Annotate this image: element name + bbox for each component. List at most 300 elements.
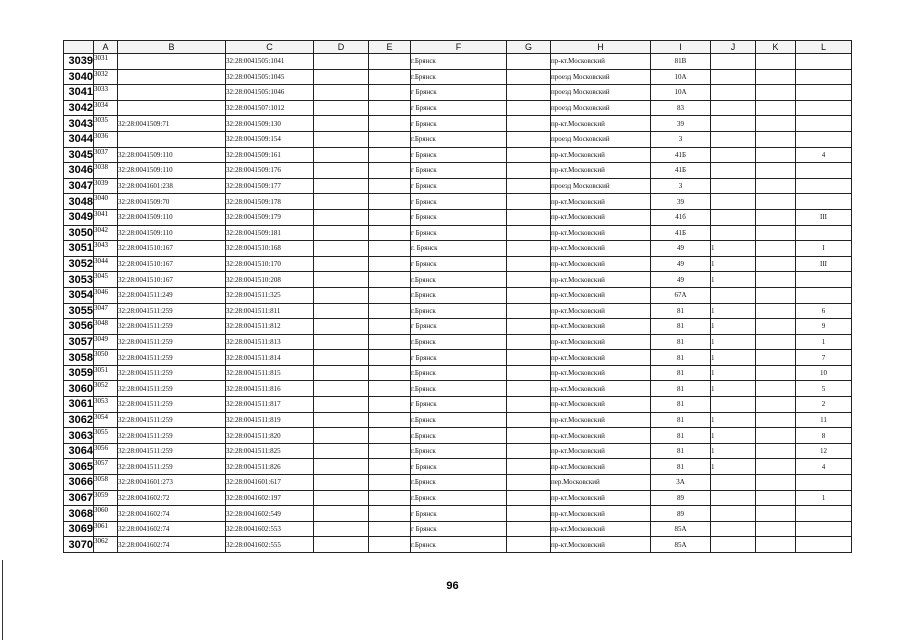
cell-f[interactable]: г.Брянск	[411, 272, 507, 288]
cell-g[interactable]	[507, 54, 551, 70]
cell-c[interactable]: 32:28:0041509:179	[226, 209, 314, 225]
cell-b[interactable]: 32:28:0041510:167	[118, 272, 226, 288]
cell-l[interactable]: III	[796, 209, 852, 225]
cell-j[interactable]: 1	[711, 334, 756, 350]
cell-k[interactable]	[756, 272, 796, 288]
cell-h[interactable]: пр-кт.Московский	[551, 241, 651, 257]
cell-k[interactable]	[756, 490, 796, 506]
cell-b[interactable]: 32:28:0041602:74	[118, 506, 226, 522]
cell-j[interactable]	[711, 209, 756, 225]
cell-j[interactable]: 1	[711, 319, 756, 335]
cell-c[interactable]: 32:28:0041511:813	[226, 334, 314, 350]
cell-l[interactable]: III	[796, 256, 852, 272]
cell-l[interactable]	[796, 287, 852, 303]
cell-k[interactable]	[756, 475, 796, 491]
cell-e[interactable]	[369, 412, 411, 428]
cell-g[interactable]	[507, 350, 551, 366]
cell-a[interactable]: 3044	[94, 256, 118, 272]
row-number[interactable]: 3040	[64, 69, 94, 85]
cell-b[interactable]: 32:28:0041511:259	[118, 428, 226, 444]
column-header-e[interactable]: E	[369, 41, 411, 54]
cell-b[interactable]	[118, 85, 226, 101]
cell-i[interactable]: 41Б	[651, 163, 711, 179]
cell-l[interactable]: 4	[796, 459, 852, 475]
cell-h[interactable]: пр-кт.Московский	[551, 490, 651, 506]
cell-i[interactable]: 3А	[651, 475, 711, 491]
cell-c[interactable]: 32:28:0041505:1046	[226, 85, 314, 101]
cell-e[interactable]	[369, 428, 411, 444]
row-number[interactable]: 3041	[64, 85, 94, 101]
cell-c[interactable]: 32:28:0041511:826	[226, 459, 314, 475]
cell-g[interactable]	[507, 319, 551, 335]
cell-h[interactable]: пр-кт.Московский	[551, 209, 651, 225]
cell-c[interactable]: 32:28:0041509:161	[226, 147, 314, 163]
cell-b[interactable]: 32:28:0041511:259	[118, 350, 226, 366]
row-number[interactable]: 3053	[64, 272, 94, 288]
cell-b[interactable]: 32:28:0041602:72	[118, 490, 226, 506]
cell-d[interactable]	[314, 287, 369, 303]
cell-j[interactable]	[711, 178, 756, 194]
cell-l[interactable]: 1	[796, 490, 852, 506]
cell-a[interactable]: 3046	[94, 287, 118, 303]
row-number[interactable]: 3052	[64, 256, 94, 272]
cell-d[interactable]	[314, 163, 369, 179]
cell-f[interactable]: г Брянск	[411, 163, 507, 179]
cell-c[interactable]: 32:28:0041511:811	[226, 303, 314, 319]
cell-i[interactable]: 81	[651, 443, 711, 459]
cell-a[interactable]: 3059	[94, 490, 118, 506]
cell-f[interactable]: г Брянск	[411, 209, 507, 225]
cell-j[interactable]	[711, 521, 756, 537]
cell-h[interactable]: проезд Московский	[551, 69, 651, 85]
cell-g[interactable]	[507, 537, 551, 553]
cell-l[interactable]	[796, 475, 852, 491]
cell-b[interactable]: 32:28:0041511:259	[118, 319, 226, 335]
cell-c[interactable]: 32:28:0041509:177	[226, 178, 314, 194]
cell-c[interactable]: 32:28:0041509:154	[226, 131, 314, 147]
cell-k[interactable]	[756, 381, 796, 397]
cell-h[interactable]: пр-кт.Московский	[551, 334, 651, 350]
cell-f[interactable]: г Брянск	[411, 256, 507, 272]
cell-h[interactable]: пр-кт.Московский	[551, 521, 651, 537]
cell-d[interactable]	[314, 194, 369, 210]
cell-c[interactable]: 32:28:0041602:549	[226, 506, 314, 522]
cell-k[interactable]	[756, 54, 796, 70]
cell-h[interactable]: пр-кт.Московский	[551, 287, 651, 303]
cell-e[interactable]	[369, 85, 411, 101]
column-header-c[interactable]: C	[226, 41, 314, 54]
cell-c[interactable]: 32:28:0041511:816	[226, 381, 314, 397]
cell-e[interactable]	[369, 100, 411, 116]
cell-c[interactable]: 32:28:0041510:208	[226, 272, 314, 288]
row-number[interactable]: 3051	[64, 241, 94, 257]
cell-g[interactable]	[507, 194, 551, 210]
cell-c[interactable]: 32:28:0041511:817	[226, 397, 314, 413]
cell-g[interactable]	[507, 225, 551, 241]
cell-l[interactable]	[796, 225, 852, 241]
cell-k[interactable]	[756, 537, 796, 553]
cell-a[interactable]: 3052	[94, 381, 118, 397]
cell-k[interactable]	[756, 178, 796, 194]
cell-c[interactable]: 32:28:0041602:197	[226, 490, 314, 506]
cell-b[interactable]: 32:28:0041510:167	[118, 256, 226, 272]
cell-i[interactable]: 85А	[651, 537, 711, 553]
cell-b[interactable]: 32:28:0041509:70	[118, 194, 226, 210]
cell-j[interactable]: 1	[711, 412, 756, 428]
cell-f[interactable]: г.Брянск	[411, 443, 507, 459]
cell-f[interactable]: г.Брянск	[411, 131, 507, 147]
cell-j[interactable]: 1	[711, 303, 756, 319]
cell-d[interactable]	[314, 241, 369, 257]
cell-a[interactable]: 3041	[94, 209, 118, 225]
cell-i[interactable]: 49	[651, 241, 711, 257]
cell-d[interactable]	[314, 69, 369, 85]
cell-e[interactable]	[369, 194, 411, 210]
cell-l[interactable]	[796, 537, 852, 553]
cell-e[interactable]	[369, 319, 411, 335]
cell-e[interactable]	[369, 490, 411, 506]
cell-f[interactable]: г Брянск	[411, 147, 507, 163]
cell-d[interactable]	[314, 54, 369, 70]
cell-c[interactable]: 32:28:0041601:617	[226, 475, 314, 491]
cell-d[interactable]	[314, 147, 369, 163]
cell-f[interactable]: г Брянск	[411, 521, 507, 537]
cell-a[interactable]: 3033	[94, 85, 118, 101]
cell-h[interactable]: пр-кт.Московский	[551, 54, 651, 70]
cell-g[interactable]	[507, 381, 551, 397]
cell-k[interactable]	[756, 147, 796, 163]
cell-l[interactable]: 2	[796, 397, 852, 413]
cell-j[interactable]	[711, 506, 756, 522]
cell-k[interactable]	[756, 116, 796, 132]
row-number[interactable]: 3042	[64, 100, 94, 116]
cell-j[interactable]: 1	[711, 241, 756, 257]
cell-b[interactable]: 32:28:0041509:71	[118, 116, 226, 132]
cell-g[interactable]	[507, 443, 551, 459]
cell-e[interactable]	[369, 506, 411, 522]
cell-j[interactable]	[711, 397, 756, 413]
cell-h[interactable]: проезд Московский	[551, 100, 651, 116]
cell-l[interactable]: 6	[796, 303, 852, 319]
cell-c[interactable]: 32:28:0041511:815	[226, 365, 314, 381]
row-number[interactable]: 3046	[64, 163, 94, 179]
cell-i[interactable]: 85А	[651, 521, 711, 537]
cell-f[interactable]: г.Брянск	[411, 475, 507, 491]
cell-c[interactable]: 32:28:0041509:178	[226, 194, 314, 210]
cell-c[interactable]: 32:28:0041602:555	[226, 537, 314, 553]
column-header-i[interactable]: I	[651, 41, 711, 54]
cell-a[interactable]: 3036	[94, 131, 118, 147]
cell-f[interactable]: г Брянск	[411, 100, 507, 116]
cell-c[interactable]: 32:28:0041509:176	[226, 163, 314, 179]
cell-j[interactable]	[711, 69, 756, 85]
cell-l[interactable]: 7	[796, 350, 852, 366]
cell-c[interactable]: 32:28:0041511:825	[226, 443, 314, 459]
cell-i[interactable]: 81	[651, 303, 711, 319]
cell-i[interactable]: 89	[651, 506, 711, 522]
cell-a[interactable]: 3035	[94, 116, 118, 132]
cell-g[interactable]	[507, 303, 551, 319]
cell-e[interactable]	[369, 225, 411, 241]
cell-k[interactable]	[756, 319, 796, 335]
cell-c[interactable]: 32:28:0041510:170	[226, 256, 314, 272]
cell-a[interactable]: 3034	[94, 100, 118, 116]
cell-f[interactable]: г Брянск	[411, 85, 507, 101]
cell-e[interactable]	[369, 241, 411, 257]
cell-j[interactable]	[711, 54, 756, 70]
cell-k[interactable]	[756, 521, 796, 537]
cell-l[interactable]: 5	[796, 381, 852, 397]
cell-b[interactable]: 32:28:0041601:238	[118, 178, 226, 194]
cell-l[interactable]	[796, 506, 852, 522]
cell-g[interactable]	[507, 147, 551, 163]
cell-d[interactable]	[314, 428, 369, 444]
cell-g[interactable]	[507, 490, 551, 506]
cell-l[interactable]	[796, 194, 852, 210]
cell-j[interactable]: 1	[711, 365, 756, 381]
cell-g[interactable]	[507, 428, 551, 444]
cell-j[interactable]: 1	[711, 381, 756, 397]
cell-a[interactable]: 3053	[94, 397, 118, 413]
cell-b[interactable]: 32:28:0041602:74	[118, 521, 226, 537]
row-number[interactable]: 3065	[64, 459, 94, 475]
cell-c[interactable]: 32:28:0041511:820	[226, 428, 314, 444]
cell-j[interactable]	[711, 163, 756, 179]
cell-e[interactable]	[369, 287, 411, 303]
cell-i[interactable]: 81	[651, 428, 711, 444]
cell-h[interactable]: пр-кт.Московский	[551, 459, 651, 475]
cell-i[interactable]: 89	[651, 490, 711, 506]
cell-g[interactable]	[507, 256, 551, 272]
column-header-f[interactable]: F	[411, 41, 507, 54]
cell-h[interactable]: пр-кт.Московский	[551, 381, 651, 397]
cell-i[interactable]: 10А	[651, 85, 711, 101]
cell-l[interactable]: 4	[796, 147, 852, 163]
cell-g[interactable]	[507, 209, 551, 225]
cell-k[interactable]	[756, 412, 796, 428]
cell-g[interactable]	[507, 459, 551, 475]
cell-i[interactable]: 3	[651, 131, 711, 147]
cell-d[interactable]	[314, 100, 369, 116]
cell-k[interactable]	[756, 225, 796, 241]
cell-e[interactable]	[369, 69, 411, 85]
cell-a[interactable]: 3062	[94, 537, 118, 553]
cell-j[interactable]: 1	[711, 256, 756, 272]
cell-h[interactable]: пр-кт.Московский	[551, 443, 651, 459]
cell-l[interactable]: I	[796, 241, 852, 257]
cell-h[interactable]: пр-кт.Московский	[551, 412, 651, 428]
cell-j[interactable]	[711, 490, 756, 506]
cell-b[interactable]: 32:28:0041602:74	[118, 537, 226, 553]
cell-l[interactable]	[796, 521, 852, 537]
cell-f[interactable]: г Брянск	[411, 225, 507, 241]
cell-k[interactable]	[756, 506, 796, 522]
cell-e[interactable]	[369, 537, 411, 553]
cell-g[interactable]	[507, 365, 551, 381]
cell-g[interactable]	[507, 241, 551, 257]
cell-j[interactable]: 1	[711, 428, 756, 444]
cell-j[interactable]	[711, 147, 756, 163]
cell-h[interactable]: пр-кт.Московский	[551, 397, 651, 413]
cell-b[interactable]: 32:28:0041511:259	[118, 459, 226, 475]
cell-e[interactable]	[369, 163, 411, 179]
row-number[interactable]: 3062	[64, 412, 94, 428]
cell-f[interactable]: г.Брянск	[411, 412, 507, 428]
cell-j[interactable]: 1	[711, 443, 756, 459]
row-number[interactable]: 3061	[64, 397, 94, 413]
cell-c[interactable]: 32:28:0041511:819	[226, 412, 314, 428]
cell-d[interactable]	[314, 131, 369, 147]
cell-f[interactable]: г Брянск	[411, 194, 507, 210]
cell-j[interactable]	[711, 100, 756, 116]
cell-h[interactable]: проезд Московский	[551, 178, 651, 194]
cell-d[interactable]	[314, 225, 369, 241]
cell-b[interactable]: 32:28:0041601:273	[118, 475, 226, 491]
cell-d[interactable]	[314, 334, 369, 350]
cell-l[interactable]	[796, 272, 852, 288]
cell-k[interactable]	[756, 163, 796, 179]
cell-e[interactable]	[369, 350, 411, 366]
cell-c[interactable]: 32:28:0041511:325	[226, 287, 314, 303]
cell-h[interactable]: проезд Московский	[551, 131, 651, 147]
cell-i[interactable]: 81	[651, 350, 711, 366]
cell-d[interactable]	[314, 272, 369, 288]
cell-c[interactable]: 32:28:0041602:553	[226, 521, 314, 537]
cell-l[interactable]: 12	[796, 443, 852, 459]
cell-e[interactable]	[369, 334, 411, 350]
cell-b[interactable]: 32:28:0041511:259	[118, 397, 226, 413]
cell-e[interactable]	[369, 303, 411, 319]
cell-a[interactable]: 3040	[94, 194, 118, 210]
cell-f[interactable]: г.Брянск	[411, 334, 507, 350]
cell-e[interactable]	[369, 54, 411, 70]
cell-h[interactable]: пр-кт.Московский	[551, 147, 651, 163]
cell-e[interactable]	[369, 256, 411, 272]
cell-l[interactable]	[796, 131, 852, 147]
row-number[interactable]: 3063	[64, 428, 94, 444]
row-number[interactable]: 3054	[64, 287, 94, 303]
cell-f[interactable]: г.Брянск	[411, 287, 507, 303]
cell-h[interactable]: пр-кт.Московский	[551, 116, 651, 132]
cell-k[interactable]	[756, 131, 796, 147]
cell-e[interactable]	[369, 365, 411, 381]
cell-i[interactable]: 49	[651, 272, 711, 288]
cell-k[interactable]	[756, 287, 796, 303]
cell-g[interactable]	[507, 272, 551, 288]
cell-d[interactable]	[314, 303, 369, 319]
cell-l[interactable]	[796, 116, 852, 132]
column-header-d[interactable]: D	[314, 41, 369, 54]
cell-b[interactable]: 32:28:0041511:259	[118, 443, 226, 459]
cell-j[interactable]	[711, 537, 756, 553]
cell-h[interactable]: пр-кт.Московский	[551, 194, 651, 210]
cell-h[interactable]: пр-кт.Московский	[551, 272, 651, 288]
row-number[interactable]: 3067	[64, 490, 94, 506]
cell-k[interactable]	[756, 256, 796, 272]
cell-f[interactable]: г Брянск	[411, 178, 507, 194]
cell-h[interactable]: пр-кт.Московский	[551, 506, 651, 522]
cell-a[interactable]: 3057	[94, 459, 118, 475]
cell-g[interactable]	[507, 69, 551, 85]
cell-i[interactable]: 81	[651, 365, 711, 381]
cell-d[interactable]	[314, 521, 369, 537]
row-number[interactable]: 3058	[64, 350, 94, 366]
row-number[interactable]: 3048	[64, 194, 94, 210]
cell-d[interactable]	[314, 209, 369, 225]
row-number[interactable]: 3055	[64, 303, 94, 319]
column-header-j[interactable]: J	[711, 41, 756, 54]
row-number[interactable]: 3070	[64, 537, 94, 553]
row-number[interactable]: 3068	[64, 506, 94, 522]
cell-h[interactable]: пр-кт.Московский	[551, 428, 651, 444]
cell-l[interactable]: 9	[796, 319, 852, 335]
cell-h[interactable]: пр-кт.Московский	[551, 225, 651, 241]
cell-f[interactable]: г Брянск	[411, 459, 507, 475]
cell-a[interactable]: 3039	[94, 178, 118, 194]
cell-h[interactable]: пер.Московский	[551, 475, 651, 491]
cell-g[interactable]	[507, 475, 551, 491]
cell-a[interactable]: 3051	[94, 365, 118, 381]
cell-h[interactable]: проезд Московский	[551, 85, 651, 101]
cell-k[interactable]	[756, 303, 796, 319]
cell-d[interactable]	[314, 365, 369, 381]
cell-d[interactable]	[314, 116, 369, 132]
cell-k[interactable]	[756, 241, 796, 257]
column-header-l[interactable]: L	[796, 41, 852, 54]
column-header-g[interactable]: G	[507, 41, 551, 54]
cell-l[interactable]	[796, 100, 852, 116]
row-number[interactable]: 3057	[64, 334, 94, 350]
cell-d[interactable]	[314, 350, 369, 366]
cell-i[interactable]: 81	[651, 397, 711, 413]
cell-d[interactable]	[314, 256, 369, 272]
cell-i[interactable]: 41Б	[651, 147, 711, 163]
column-header-h[interactable]: H	[551, 41, 651, 54]
cell-k[interactable]	[756, 100, 796, 116]
cell-f[interactable]: г.Брянск	[411, 69, 507, 85]
cell-f[interactable]: г.Брянск	[411, 54, 507, 70]
cell-j[interactable]: 1	[711, 350, 756, 366]
cell-d[interactable]	[314, 475, 369, 491]
cell-c[interactable]: 32:28:0041505:1041	[226, 54, 314, 70]
cell-b[interactable]: 32:28:0041511:259	[118, 334, 226, 350]
cell-d[interactable]	[314, 490, 369, 506]
cell-g[interactable]	[507, 521, 551, 537]
cell-i[interactable]: 3	[651, 178, 711, 194]
cell-j[interactable]	[711, 131, 756, 147]
cell-b[interactable]: 32:28:0041511:249	[118, 287, 226, 303]
cell-a[interactable]: 3038	[94, 163, 118, 179]
cell-a[interactable]: 3043	[94, 241, 118, 257]
cell-a[interactable]: 3031	[94, 54, 118, 70]
cell-i[interactable]: 81	[651, 319, 711, 335]
cell-a[interactable]: 3032	[94, 69, 118, 85]
cell-c[interactable]: 32:28:0041509:130	[226, 116, 314, 132]
row-number[interactable]: 3069	[64, 521, 94, 537]
cell-g[interactable]	[507, 412, 551, 428]
row-number[interactable]: 3044	[64, 131, 94, 147]
cell-b[interactable]	[118, 69, 226, 85]
cell-d[interactable]	[314, 381, 369, 397]
cell-d[interactable]	[314, 85, 369, 101]
cell-c[interactable]: 32:28:0041507:1012	[226, 100, 314, 116]
cell-k[interactable]	[756, 209, 796, 225]
cell-g[interactable]	[507, 131, 551, 147]
cell-d[interactable]	[314, 459, 369, 475]
column-header-a[interactable]: A	[94, 41, 118, 54]
cell-e[interactable]	[369, 397, 411, 413]
cell-a[interactable]: 3058	[94, 475, 118, 491]
